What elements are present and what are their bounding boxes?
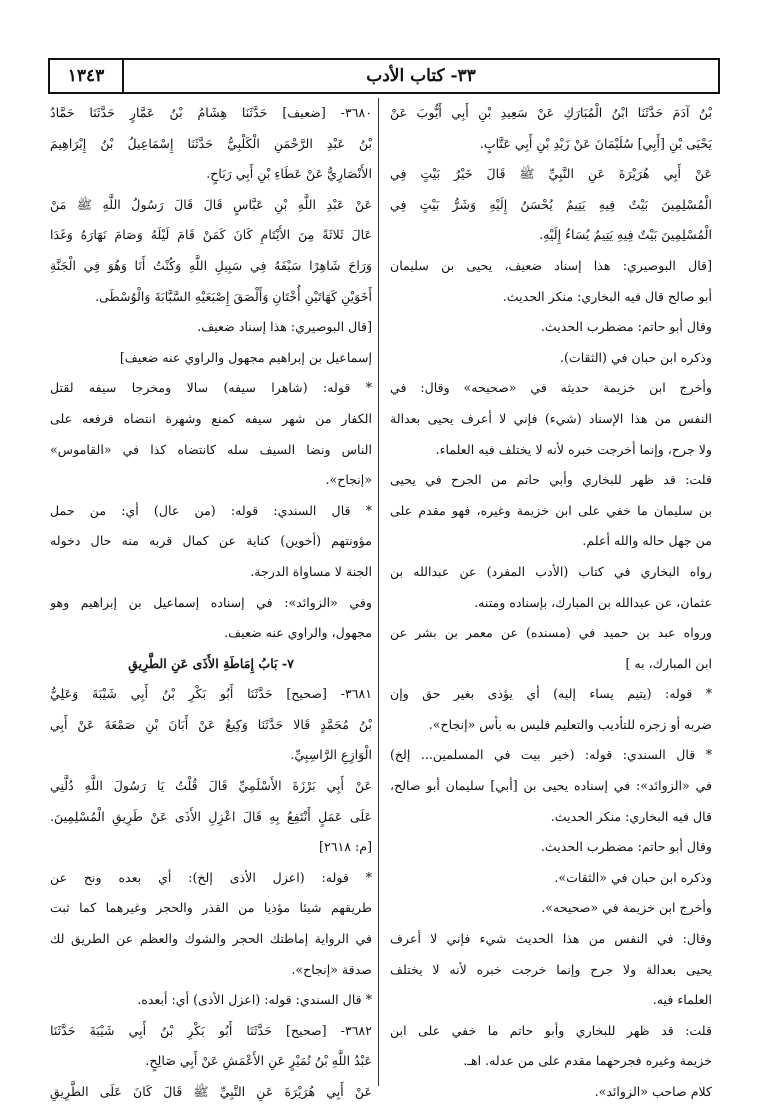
text-line: ضربه أو زجره للتأديب والتعليم فليس به بأس «إنجاح». <box>428 716 712 732</box>
book-title: ٣٣- كتاب الأدب <box>366 66 476 86</box>
text-line: وذكره ابن حبان في (الثقات). <box>559 349 712 365</box>
left-text-column <box>50 98 372 1108</box>
text-line: «إنجاح». <box>325 472 372 488</box>
text-line: وقال أبو حاتم: مضطرب الحديث. <box>540 839 712 855</box>
text-line: بن سليمان ما خفي على ابن خزيمة وغيره، فهو مقدم على <box>390 502 712 518</box>
text-line: بْنُ مُحَمَّدٍ قَالا حَدَّثَنَا وَكِيعٌ عَنْ أَبَانَ بْنِ صَمْعَةَ عَنْ أَبِي <box>50 716 372 732</box>
text-line: الناس ونضا السيف سله كانتضاه كذا في «القاموس» <box>50 441 372 457</box>
text-line: يَحْيَى بْنِ [أَبِي] سُلَيْمَانَ عَنْ زَيْدِ بْنِ أَبِي عَتَّابٍ. <box>479 135 712 151</box>
text-line: وقال أبو حاتم: مضطرب الحديث. <box>540 319 712 335</box>
text-line: الْمُسْلِمِينَ بَيْتٌ فِيهِ يَتِيمٌ يُسَاءُ إِلَيْهِ. <box>539 227 712 243</box>
text-line: في «الزوائد»: في إسناده يحيى بن [أبي] سليمان أبو صالح، <box>390 778 712 794</box>
column-divider <box>378 98 379 1086</box>
text-line: [قال البوصيري: هذا إسناد ضعيف، يحيى بن سليمان <box>390 257 712 273</box>
text-line: * قوله: (اعزل الأذى إلخ): أي بعده ونح عن <box>50 869 372 885</box>
text-line: الأَنْصَارِيُّ عَنْ عَطَاءِ بْنِ أَبِي رَبَاحٍ. <box>206 166 372 182</box>
text-line: رواه البخاري في كتاب (الأدب المفرد) عن عبدالله بن <box>390 563 712 579</box>
text-line: أَخَوَيْنِ كَهَاتَيْنِ أُخْتَانِ وَأَلْصَقَ إِصْبَعَيْهِ السَّبَّابَةَ وَالْوُسْطَى. <box>95 288 372 304</box>
text-line: ٣٦٨٠- [ضعيف] حَدَّثَنَا هِشَامُ بْنُ عَمَّارٍ حَدَّثَنَا حَمَّادُ <box>50 105 372 120</box>
text-line: صدقة «إنجاح». <box>291 961 372 977</box>
text-line: قلت: قد ظهر للبخاري وأبي حاتم من الجرح في يحيى <box>390 472 712 488</box>
text-line: [قال البوصيري: هذا إسناد ضعيف. <box>197 319 372 335</box>
text-line: إسماعيل بن إبراهيم مجهول والراوي عنه ضعيف] <box>119 349 372 365</box>
text-line: في الرواية إماطتك الحجر والشوك والعظم عن الطريق لك <box>50 931 372 947</box>
text-line: وَرَاحَ شَاهِرًا سَيْفَهُ فِي سَبِيلِ اللَّهِ وَكُنْتُ أَنَا وَهُوَ فِي الْجَنَّةِ <box>50 257 372 273</box>
text-line: من جهل حاله والله أعلم. <box>582 533 712 549</box>
text-line: خزيمة وغيره فجرحهما مقدم على من عدله. اهـ. <box>463 1053 712 1069</box>
text-line: الجنة لا مساواة الدرجة. <box>250 563 372 579</box>
text-line: العلماء فيه. <box>652 992 712 1008</box>
text-line: * قوله: (يتيم يساء إليه) أي يؤذى بغير حق وإن <box>390 686 712 702</box>
text-line: * قال السندي: قوله: (خير بيت في المسلمين... إلخ) <box>390 747 712 763</box>
right-text-column <box>390 98 712 1108</box>
text-line: ٣٦٨١- [صحيح] حَدَّثَنَا أَبُو بَكْرِ بْنُ أَبِي شَيْبَةَ وَعَلِيُّ <box>50 686 372 702</box>
text-line: مؤونتهم (أخوين) كناية عن كمال قربه منه حال دخوله <box>50 533 372 549</box>
text-line: [م: ٢٦١٨] <box>319 839 372 855</box>
text-line: ورواه عبد بن حميد في (مسنده) عن معمر بن بشر عن <box>390 625 712 641</box>
text-line: الْمُسْلِمِينَ بَيْتٌ فِيهِ يَتِيمٌ يُحْسَنُ إِلَيْهِ وَشَرُّ بَيْتٍ فِي <box>390 196 712 212</box>
text-line: وقال: في النفس من هذا الحديث شيء فإني لا أعرف <box>390 931 712 947</box>
text-line: أبو صالح قال فيه البخاري: منكر الحديث. <box>502 288 712 304</box>
text-line: * قوله: (شاهرا سيفه) سالا ومخرجا سيفه لقتل <box>50 380 372 396</box>
text-line: وأخرج ابن خزيمة في «صحيحه». <box>541 900 712 916</box>
text-line: * قال السندي: قوله: (من عال) أي: من حمل <box>50 502 372 518</box>
text-line: عَنْ أَبِي هُرَيْرَةَ عَنِ النَّبِيِّ ﷺ قَالَ خَيْرُ بَيْتٍ فِي <box>390 166 712 182</box>
text-line: عَنْ أَبِي هُرَيْرَةَ عَنِ النَّبِيِّ ﷺ قَالَ كَانَ عَلَى الطَّرِيقِ <box>50 1084 372 1099</box>
text-line: ولا جرح، وإنما أخرجت خبره لأنه لا يختلف فيه العلماء. <box>435 441 712 457</box>
text-line: عَلَى عَمَلٍ أَنْتَفِعُ بِهِ قَالَ اعْزِلِ الأَذَى عَنْ طَرِيقِ الْمُسْلِمِينَ. <box>50 808 372 824</box>
text-line: بْنُ آدَمَ حَدَّثَنَا ابْنُ الْمُبَارَكِ عَنْ سَعِيدِ بْنِ أَبِي أَيُّوبَ عَنْ <box>390 105 712 120</box>
text-line: مجهول، والراوي عنه ضعيف. <box>224 625 372 641</box>
text-line: الْوَازِعِ الرَّاسِبِيِّ. <box>290 747 372 763</box>
text-line: ٧- بَابُ إِمَاطَةِ الأَذَى عَنِ الطَّرِيقِ <box>128 655 294 671</box>
text-line: الكفار من شهر سيفه كمنع وشهرة انتضاه فرفعه على <box>50 410 372 426</box>
page-number: ١٣٤٣ <box>50 60 124 92</box>
text-line: قلت: قد ظهر للبخاري وأبو حاتم ما خفي على ابن <box>390 1022 712 1038</box>
text-line: قال فيه البخاري: منكر الحديث. <box>550 808 712 824</box>
text-line: وأخرج ابن خزيمة حديثه في «صحيحه» وقال: في <box>390 380 712 396</box>
text-line: النفس من هذا الإسناد (شيء) فإني لا أعرف يحيى بعدالة <box>390 410 712 426</box>
text-line: عَنْ عَبْدِ اللَّهِ بْنِ عَبَّاسٍ قَالَ قَالَ رَسُولُ اللَّهِ ﷺ مَنْ <box>50 196 372 212</box>
text-line: عَبْدُ اللَّهِ بْنُ نُمَيْرٍ عَنِ الأَعْمَشِ عَنْ أَبِي صَالِحٍ. <box>145 1053 372 1069</box>
text-line: ٣٦٨٢- [صحيح] حَدَّثَنَا أَبُو بَكْرِ بْنُ أَبِي شَيْبَةَ حَدَّثَنَا <box>50 1022 372 1038</box>
text-line: عَنْ أَبِي بَرْزَةَ الأَسْلَمِيِّ قَالَ قُلْتُ يَا رَسُولَ اللَّهِ دُلَّنِي <box>50 778 372 794</box>
text-line: وذكره ابن حبان في «الثقات». <box>554 869 712 885</box>
text-line: طريقهم شيئا مؤذيا من القذر والحجر وغيرهما كما ثبت <box>50 900 372 916</box>
text-line: كلام صاحب «الزوائد». <box>594 1084 712 1099</box>
text-line: ابن المبارك، به ] <box>625 655 712 671</box>
text-line: * قال السندي: قوله: (اعزل الأذى) أي: أبعده. <box>137 992 372 1008</box>
text-line: عثمان، عن عبدالله بن المبارك، بإسناده ومتنه. <box>474 594 712 610</box>
text-line: بْنُ عَبْدِ الرَّحْمَنِ الْكَلْبِيُّ حَدَّثَنَا إِسْمَاعِيلُ بْنُ إِبْرَاهِيمَ <box>50 135 372 151</box>
text-line: وفي «الزوائد»: في إسناده إسماعيل بن إبراهيم وهو <box>50 594 372 610</box>
text-line: عَالَ ثَلاثَةً مِنَ الأَيْتَامِ كَانَ كَمَنْ قَامَ لَيْلَهُ وَصَامَ نَهَارَهُ وَغَدَا <box>50 227 372 243</box>
text-line: يحيى بعدالة ولا جرح وإنما خرجت خبره لأنه لا يختلف <box>390 961 712 977</box>
page-header <box>48 58 720 94</box>
